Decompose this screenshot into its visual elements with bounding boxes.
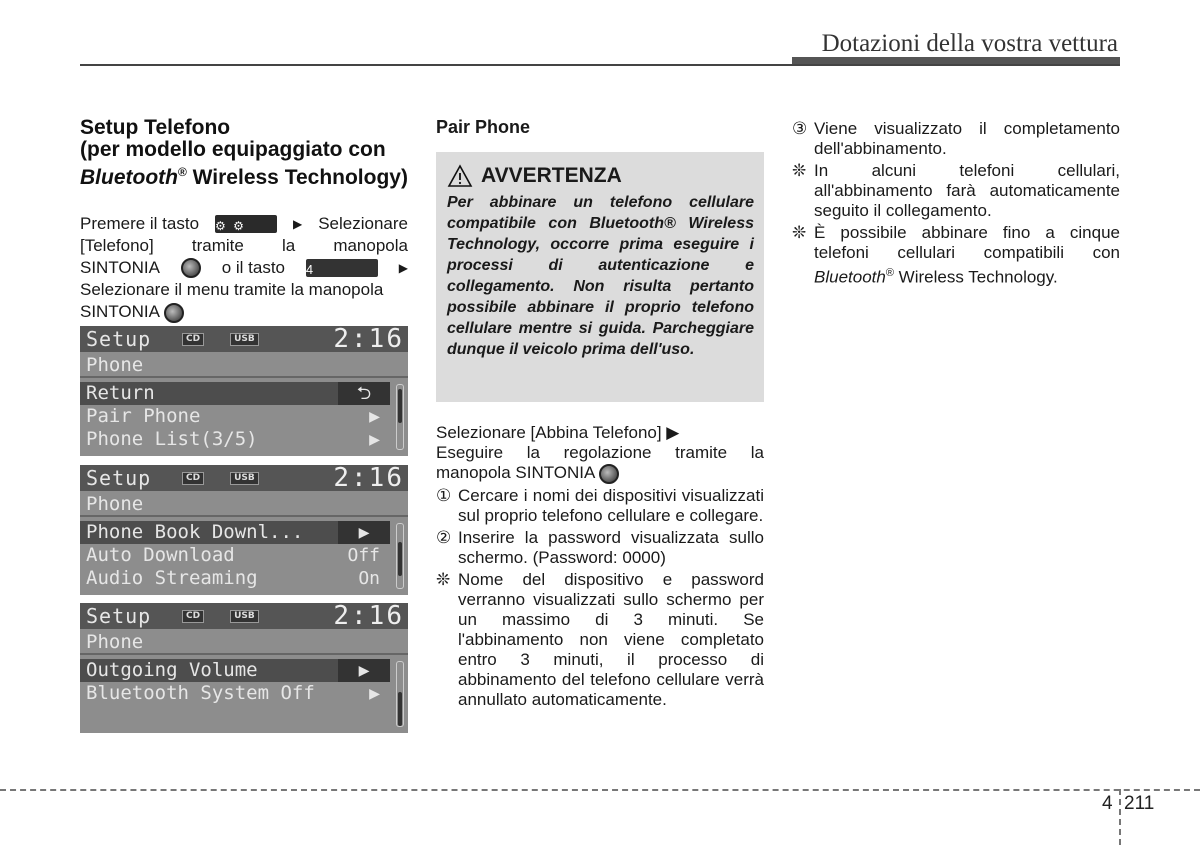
menu-item-return[interactable] <box>80 382 390 405</box>
intro-paragraph <box>80 213 408 323</box>
chevron-right-icon: ▶ <box>369 429 380 450</box>
step-text: Viene visualizzato il completamento dell'abbinamento. <box>814 119 1120 158</box>
menu-item-label: Phone List(3/5) <box>86 428 258 450</box>
lcd-status-bar <box>80 465 408 491</box>
lcd-setup-label: Setup <box>86 604 152 628</box>
note-text-part: È possibile abbinare fino a cinque telefoni cellulari compatibili con <box>814 223 1120 262</box>
intro-word: la <box>281 236 296 255</box>
lcd-scrollbar[interactable] <box>396 661 404 727</box>
lcd-status-bar <box>80 603 408 629</box>
step-marker: ③ <box>792 119 808 138</box>
usb-badge: USB <box>230 610 259 623</box>
chevron-right-icon: ▶ <box>369 406 380 427</box>
cd-badge: CD <box>182 610 204 623</box>
footer-divider <box>1119 789 1121 845</box>
scrollbar-thumb[interactable] <box>398 692 402 726</box>
footer-rule <box>0 789 1200 791</box>
tune-knob-icon <box>181 258 201 278</box>
chapter-number: 4 <box>1102 793 1113 814</box>
lcd-scrollbar[interactable] <box>396 523 404 589</box>
menu-item-outgoing-volume[interactable] <box>80 659 390 682</box>
step-marker: ① <box>436 485 452 505</box>
tune-knob-icon <box>599 464 619 484</box>
menu-item-label: Audio Streaming <box>86 567 258 589</box>
intro-line: Selezionare il menu tramite la manopola <box>80 280 384 299</box>
chevron-right-icon: ▶ <box>369 683 380 704</box>
lcd-screen-3 <box>80 603 408 733</box>
note-text-part: Wireless Technology. <box>893 267 1058 287</box>
note-text: In alcuni telefoni cellulari, all'abbinamento farà automaticamente seguito il collegamento. <box>814 161 1120 220</box>
menu-item-pair-phone[interactable] <box>80 405 390 428</box>
lcd-subtitle: Phone <box>80 491 408 517</box>
bluetooth-brand: Bluetooth <box>814 267 886 287</box>
tune-knob-icon <box>164 303 184 323</box>
lcd-subtitle: Phone <box>80 352 408 378</box>
usb-badge: USB <box>230 472 259 485</box>
note-item <box>792 161 1120 221</box>
section-title-tail: Wireless Technology) <box>186 166 408 189</box>
instruction-adjust <box>436 443 764 484</box>
setup-button-icon: ⚙ ⚙ <box>215 215 277 233</box>
scrollbar-thumb[interactable] <box>398 389 402 423</box>
number-4-button-icon: 4 <box>306 259 378 277</box>
menu-item-label: Phone Book Downl... <box>86 521 304 543</box>
note-text: Nome del dispositivo e password verranno visualizzati sullo schermo per un massimo di 3 minuti. Se l'abbinamento non viene completato entro 3 minuti, il processo di abbinamento del telefono cellulare verrà annullato automaticamente. <box>458 569 764 709</box>
section-title-line2: (per modello equipaggiato con <box>80 138 386 161</box>
chevron-right-icon: ▶ <box>338 659 390 682</box>
step-marker: ② <box>436 527 452 547</box>
menu-item-audio-streaming[interactable] <box>80 567 390 590</box>
cd-badge: CD <box>182 472 204 485</box>
step-text: Cercare i nomi dei dispositivi visualizzati sul proprio telefono cellulare e collegare. <box>458 485 764 525</box>
menu-item-label: Bluetooth System Off <box>86 682 315 704</box>
pair-phone-title: Pair Phone <box>436 117 531 137</box>
intro-line: SINTONIA <box>80 302 160 321</box>
intro-word: Selezionare <box>318 214 408 233</box>
pair-instructions <box>436 423 764 710</box>
registered-mark: ® <box>885 267 894 279</box>
warning-header <box>447 164 754 188</box>
menu-item-label: Pair Phone <box>86 405 201 427</box>
menu-item-value: On <box>358 568 380 589</box>
lcd-clock: 2:16 <box>333 603 404 631</box>
menu-item-auto-download[interactable] <box>80 544 390 567</box>
lcd-clock: 2:16 <box>333 465 404 493</box>
instruction-select: Selezionare [Abbina Telefono] ▶ <box>436 423 680 442</box>
registered-mark: ® <box>177 165 187 179</box>
page-number: 211 <box>1124 793 1155 814</box>
step-item <box>436 486 764 526</box>
right-column <box>792 117 1120 288</box>
return-icon: ⮌ <box>338 382 390 405</box>
section-heading <box>80 117 408 189</box>
header-title: Dotazioni della vostra vettura <box>821 30 1118 57</box>
instruction-adjust-text: Eseguire la regolazione tramite la manopola SINTONIA <box>436 443 764 482</box>
note-marker: ❊ <box>436 569 451 589</box>
intro-word: Premere il tasto <box>80 214 200 233</box>
warning-text: Per abbinare un telefono cellulare compatibile con Bluetooth® Wireless Technology, occorre prima eseguire i processi di autenticazione e collegamento. Non risulta pertanto possibile abbinare il proprio telefono cellulare mentre si guida. Parcheggiare dunque il veicolo prima dell'uso. <box>447 194 754 358</box>
menu-item-phone-book-download[interactable] <box>80 521 390 544</box>
intro-word: [Telefono] <box>80 236 154 255</box>
menu-item-bluetooth-system-off[interactable] <box>80 682 390 705</box>
intro-word: manopola <box>333 236 408 255</box>
warning-title: AVVERTENZA <box>481 164 622 187</box>
menu-item-label: Auto Download <box>86 544 235 566</box>
note-marker: ❊ <box>792 161 807 180</box>
section-title-line3 <box>80 161 408 189</box>
lcd-scrollbar[interactable] <box>396 384 404 450</box>
lcd-setup-label: Setup <box>86 466 152 490</box>
note-marker: ❊ <box>792 223 807 242</box>
bluetooth-brand: Bluetooth <box>80 166 178 189</box>
note-item <box>792 223 1120 288</box>
arrow-right-icon: ▶ <box>398 261 408 275</box>
menu-item-value: Off <box>347 545 380 566</box>
lcd-status-bar <box>80 326 408 352</box>
scrollbar-thumb[interactable] <box>398 542 402 576</box>
warning-box <box>436 152 764 402</box>
section-title-line1: Setup Telefono <box>80 116 231 139</box>
usb-badge: USB <box>230 333 259 346</box>
lcd-screen-1 <box>80 326 408 456</box>
lcd-clock: 2:16 <box>333 326 404 354</box>
note-text <box>814 223 1120 288</box>
chevron-right-icon: ▶ <box>338 521 390 544</box>
lcd-subtitle: Phone <box>80 629 408 655</box>
menu-item-label: Return <box>86 382 155 404</box>
step-item <box>436 528 764 568</box>
intro-word: o il tasto <box>221 258 286 277</box>
step-text: Inserire la password visualizzata sullo schermo. (Password: 0000) <box>458 527 764 567</box>
lcd-screen-2 <box>80 465 408 595</box>
intro-word: tramite <box>191 236 244 255</box>
arrow-right-icon: ▶ <box>292 217 303 231</box>
menu-item-phone-list[interactable] <box>80 428 390 451</box>
step-note <box>436 570 764 710</box>
warning-triangle-icon <box>447 164 473 188</box>
cd-badge: CD <box>182 333 204 346</box>
menu-item-label: Outgoing Volume <box>86 659 258 681</box>
intro-word: SINTONIA <box>80 258 160 277</box>
lcd-setup-label: Setup <box>86 327 152 351</box>
header-rule <box>80 64 1120 66</box>
step-item <box>792 119 1120 159</box>
